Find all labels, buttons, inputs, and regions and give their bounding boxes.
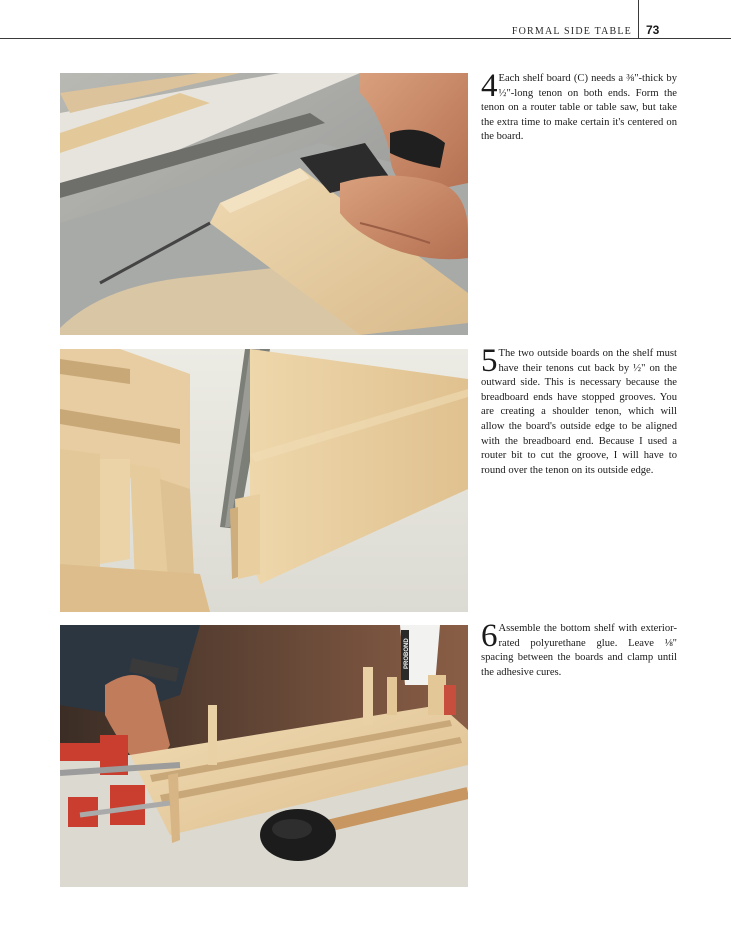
photo-tenon-table-saw [60, 73, 468, 335]
step-6 [481, 618, 677, 680]
step-number: 4 [481, 68, 498, 104]
step-text: The two outside boards on the shelf must have their tenons cut back by ½" on the outward side. This is necessary because the breadboard ends have stopped grooves. You are creating a shoulder tenon, which will allow the board's outside edge to be aligned with the breadboard end. Because I used a router bit to cut the groove, I will have to round over the tenon on its outside edge. [481, 348, 677, 476]
header-divider [638, 0, 639, 39]
photo-bottom-shelf-clamped [60, 625, 468, 887]
step-number: 6 [481, 618, 498, 654]
running-title: FORMAL SIDE TABLE [511, 26, 632, 37]
step-number: 5 [481, 343, 498, 379]
step-text: Each shelf board (C) needs a ⅜"-thick by ½"-long tenon on both ends. Form the tenon on a router table or table saw, but take the extra time to make certain it's centered on the board. [481, 73, 677, 143]
photo-outside-boards-tenons [60, 349, 468, 612]
step-4 [481, 68, 677, 145]
step-text: Assemble the bottom shelf with exterior-rated polyurethane glue. Leave ⅛" spacing between the boards and clamp until the adhesive cures. [481, 623, 677, 678]
page-number: 73 [646, 23, 660, 37]
header-rule [0, 38, 731, 39]
glue-bottle-label: PROBOND [404, 638, 410, 669]
step-5 [481, 343, 677, 478]
photo-outside-boards-illustration [60, 349, 468, 612]
photo-tenon-table-saw-illustration [60, 73, 468, 335]
